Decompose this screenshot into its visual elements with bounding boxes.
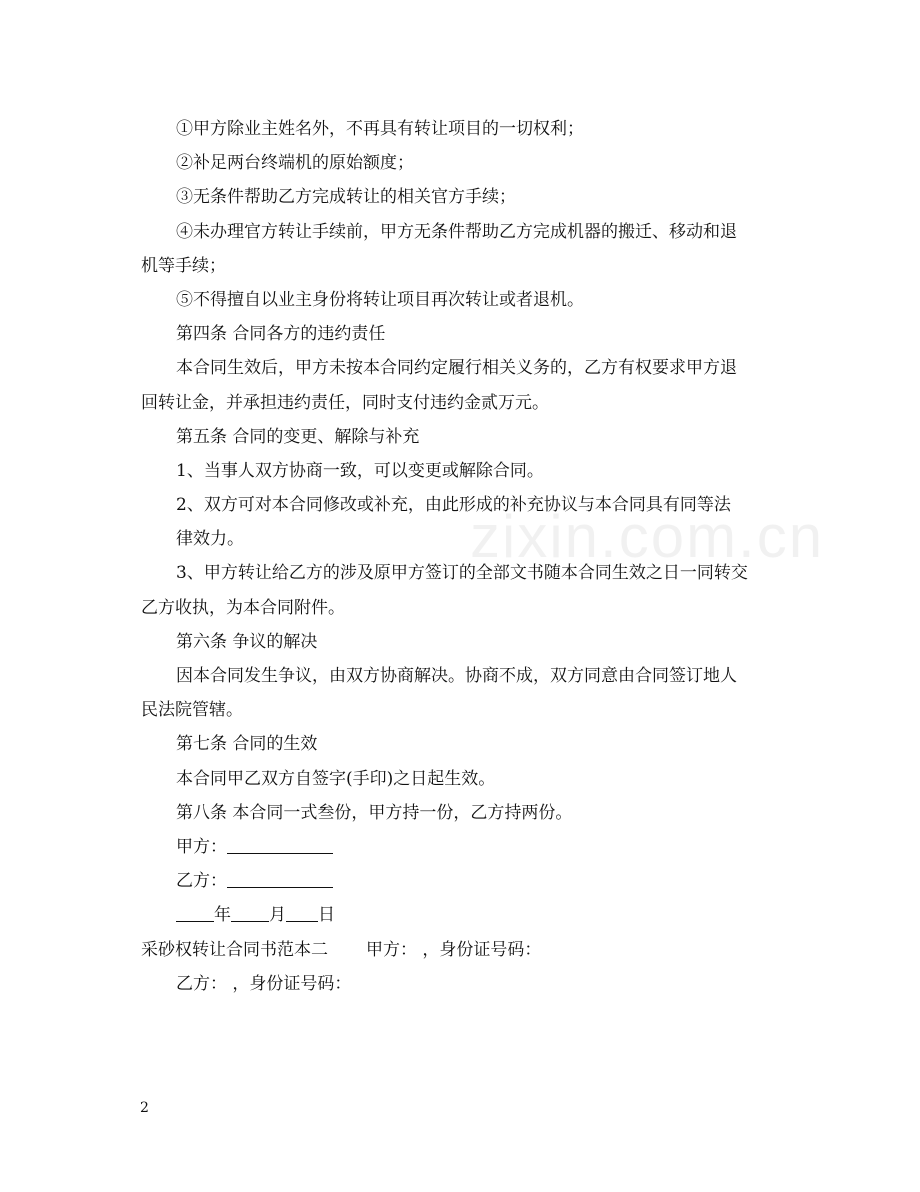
day-label: 日 (318, 905, 335, 926)
paragraph-line: 机等手续； (141, 255, 226, 276)
next-section-party-a: 甲方： ，身份证号码： (366, 939, 542, 960)
paragraph-line: ③无条件帮助乙方完成转让的相关官方手续； (176, 187, 516, 208)
document-body (141, 112, 781, 1001)
paragraph-line: 乙方收执，为本合同附件。 (141, 597, 345, 618)
date-line (141, 898, 781, 932)
paragraph-line: 3、甲方转让给乙方的涉及原甲方签订的全部文书随本合同生效之日一同转交 (176, 563, 748, 584)
month-blank (231, 899, 269, 922)
paragraph-line: ②补足两台终端机的原始额度； (176, 153, 414, 174)
next-section-title: 采砂权转让合同书范本二 (141, 939, 328, 960)
year-blank (176, 899, 214, 922)
article-heading: 第八条 本合同一式叁份，甲方持一份，乙方持两份。 (176, 802, 573, 823)
party-a-blank (227, 831, 333, 854)
paragraph-line: 2、双方可对本合同修改或补充，由此形成的补充协议与本合同具有同等法 (176, 495, 731, 516)
party-a-signature-line (141, 830, 781, 864)
party-b-signature-line (141, 864, 781, 898)
paragraph-line: 民法院管辖。 (141, 700, 243, 721)
article-heading: 第五条 合同的变更、解除与补充 (176, 426, 420, 447)
year-label: 年 (214, 905, 231, 926)
paragraph-line: ①甲方除业主姓名外，不再具有转让项目的一切权利； (176, 119, 584, 139)
paragraph-line: 本合同甲乙双方自签字(手印)之日起生效。 (176, 768, 496, 789)
article-heading: 第四条 合同各方的违约责任 (176, 324, 386, 345)
party-b-label: 乙方： (176, 871, 227, 892)
next-section-party-b: 乙方： ，身份证号码： (176, 973, 352, 994)
day-blank (286, 899, 318, 922)
article-heading: 第七条 合同的生效 (176, 734, 318, 755)
paragraph-line: 律效力。 (176, 529, 244, 550)
party-b-blank (227, 865, 333, 888)
article-heading: 第六条 争议的解决 (176, 631, 318, 652)
watermark: zixin.com.cn (470, 503, 825, 570)
paragraph-line: 本合同生效后，甲方未按本合同约定履行相关义务的，乙方有权要求甲方退 (176, 358, 737, 379)
next-section-line (141, 933, 781, 967)
paragraph-line: ④未办理官方转让手续前，甲方无条件帮助乙方完成机器的搬迁、移动和退 (176, 221, 737, 242)
paragraph-line: 1、当事人双方协商一致，可以变更或解除合同。 (176, 460, 544, 481)
month-label: 月 (269, 905, 286, 926)
paragraph-line: ⑤不得擅自以业主身份将转让项目再次转让或者退机。 (176, 289, 584, 310)
party-a-label: 甲方： (176, 836, 227, 857)
page-number: 2 (140, 1100, 149, 1116)
paragraph-line: 因本合同发生争议，由双方协商解决。协商不成，双方同意由合同签订地人 (176, 666, 737, 686)
paragraph-line: 回转让金，并承担违约责任，同时支付违约金贰万元。 (141, 392, 549, 413)
